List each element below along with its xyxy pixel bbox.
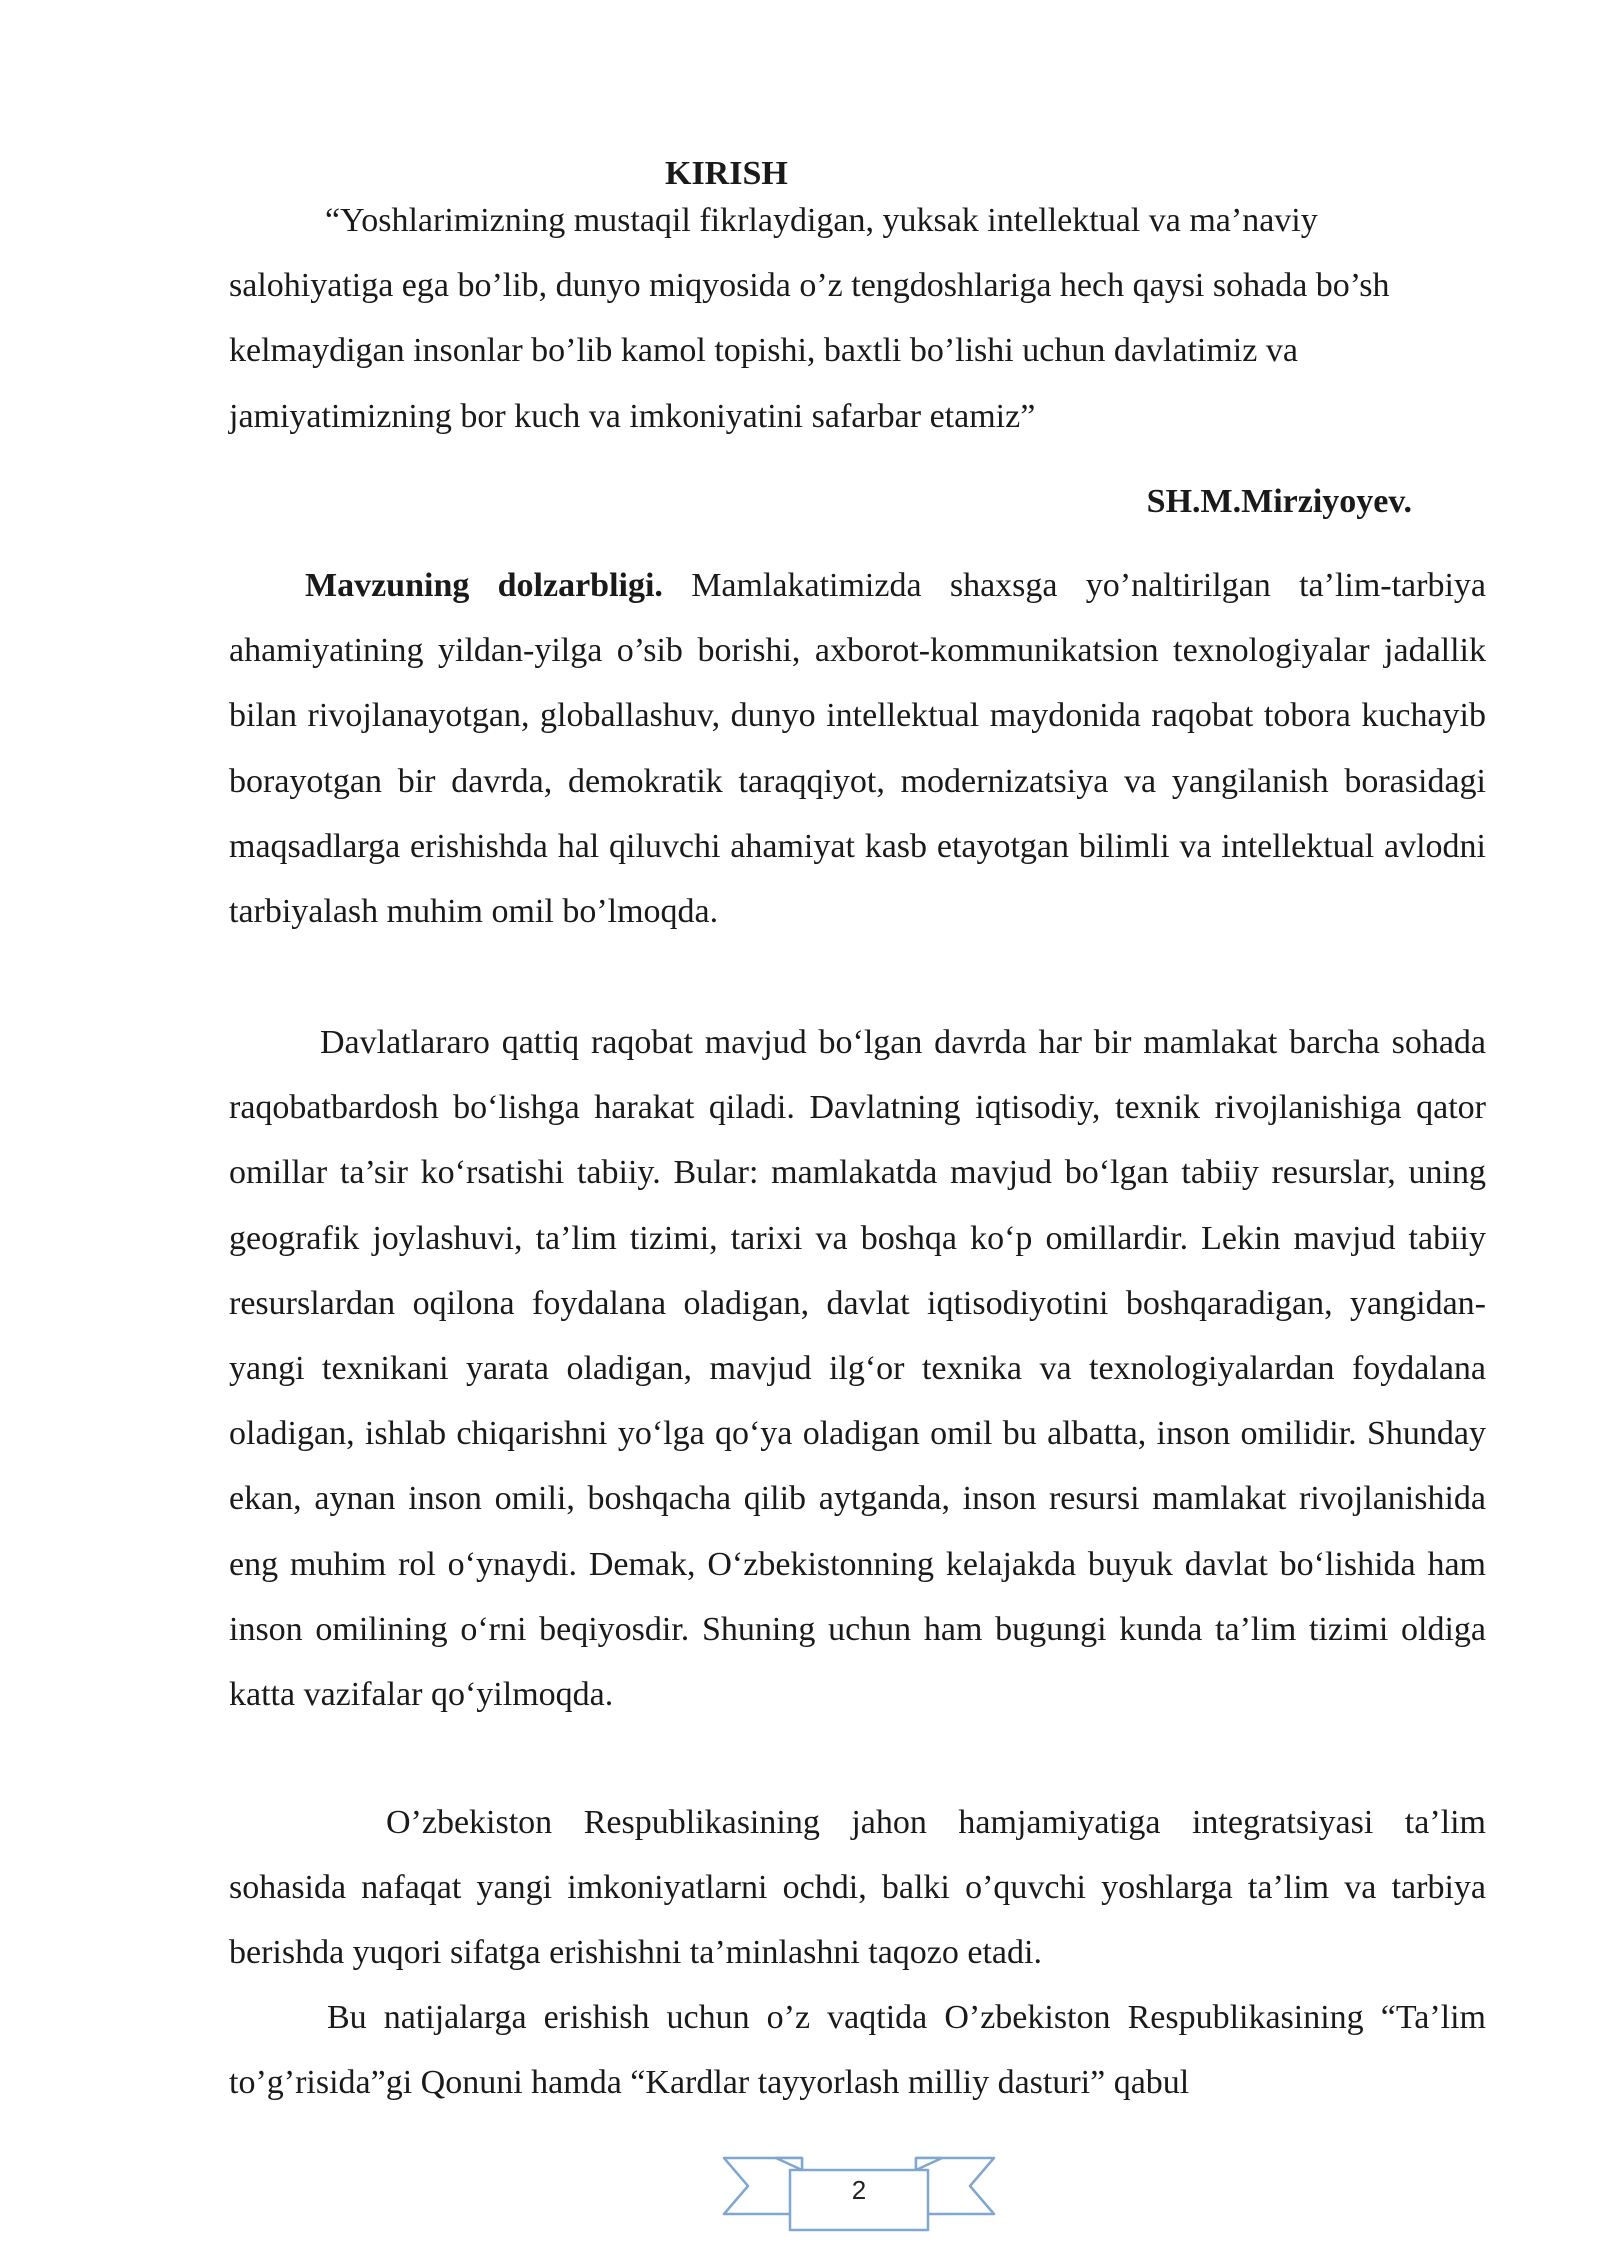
page-title: KIRISH: [665, 155, 788, 192]
page-number-banner: [722, 2150, 996, 2232]
paragraph-integration: O’zbekiston Respublikasining jahon hamjamiyatiga integratsiyasi ta’lim sohasida nafaqat yangi imkoniyatlarni ochdi, balki o’quvchi yoshlarga ta’lim va tarbiya berishda yuqori sifatga erishishni ta’minlashni taqozo etadi.: [229, 1804, 1486, 1972]
epigraph-quote: “Yoshlarimizning mustaqil fikrlaydigan, yuksak intellektual va ma’naviy salohiyatiga ega bo’lib, dunyo miqyosida o’z tengdoshlariga hech qaysi sohada bo’sh kelmaydigan insonlar bo’lib kamol topishi, baxtli bo’lishi uchun davlatimiz va jamiyatimizning bor kuch va imkoniyatini safarbar etamiz”: [229, 202, 1390, 435]
paragraph-relevance: [229, 553, 1486, 944]
paragraph-competition: Davlatlararo qattiq raqobat mavjud bo‘lgan davrda har bir mamlakat barcha sohada raqobatbardosh bo‘lishga harakat qiladi. Davlatning iqtisodiy, texnik rivojlanishiga qator omillar ta’sir ko‘rsatishi tabiiy. Bular: mamlakatda mavjud bo‘lgan tabiiy resurslar, uning geografik joylashuvi, ta’lim tizimi, tarixi va boshqa ko‘p omillardir. Lekin mavjud tabiiy resurslardan oqilona foydalana oladigan, davlat iqtisodiyotini boshqaradigan, yangidan-yangi texnikani yarata oladigan, mavjud ilg‘or texnika va texnologiyalardan foydalana oladigan, ishlab chiqarishni yo‘lga qo‘ya oladigan omil bu albatta, inson omilidir. Shunday ekan, aynan inson omili, boshqacha qilib aytganda, inson resursi mamlakat rivojlanishida eng muhim rol o‘ynaydi. Demak, O‘zbekistonning kelajakda buyuk davlat bo‘lishida ham inson omilining o‘rni beqiyosdir. Shuning uchun ham bugungi kunda ta’lim tizimi oldiga katta vazifalar qo‘yilmoqda.: [229, 1024, 1486, 1714]
paragraph-results: Bu natijalarga erishish uchun o’z vaqtida O’zbekiston Respublikasining “Ta’lim to’g’risida”gi Qonuni hamda “Kardlar tayyorlash milliy dasturi” qabul: [229, 1999, 1486, 2102]
paragraph-text: Mamlakatimizda shaxsga yo’naltirilgan ta’lim-tarbiya ahamiyatining yildan-yilga o’sib borishi, axborot-kommunikatsion texnologiyalar jadallik bilan rivojlanayotgan, globallashuv, dunyo intellektual maydonida raqobat tobora kuchayib borayotgan bir davrda, demokratik taraqqiyot, modernizatsiya va yangilanish borasidagi maqsadlarga erishishda hal qiluvchi ahamiyat kasb etayotgan bilimli va intellektual avlodni tarbiyalash muhim omil bo’lmoqda.: [229, 567, 1487, 931]
epigraph-author: SH.M.Mirziyoyev.: [1146, 483, 1412, 520]
paragraph-lead: Mavzuning dolzarbligi.: [305, 567, 663, 604]
page-number: 2: [851, 2175, 867, 2205]
